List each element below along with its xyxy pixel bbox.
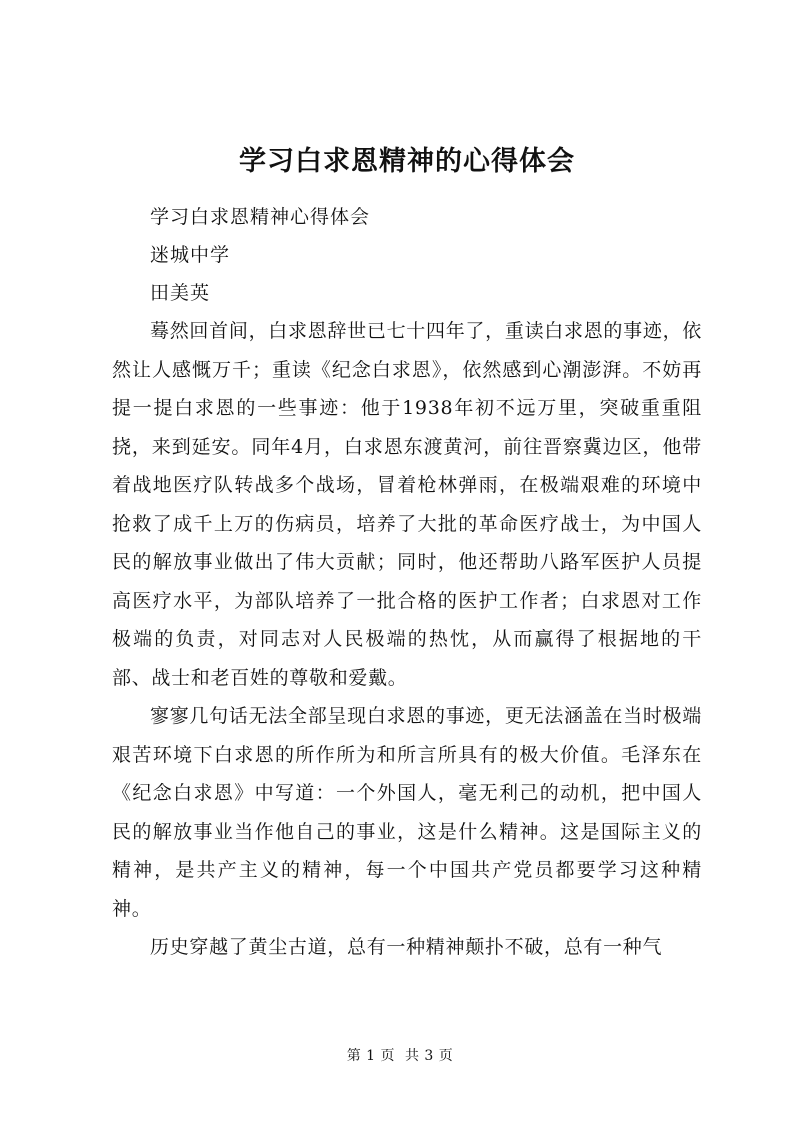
page-number-footer: 第 1 页 共 3 页 <box>346 1048 454 1064</box>
body-paragraph-3: 历史穿越了黄尘古道，总有一种精神颠扑不破，总有一种气 <box>150 936 663 958</box>
document-title: 学习白求恩精神的心得体会 <box>239 146 575 177</box>
subtitle-line: 学习白求恩精神心得体会 <box>150 206 371 228</box>
author-name: 田美英 <box>150 282 211 304</box>
school-name: 迷城中学 <box>150 244 231 266</box>
body-paragraph-2: 寥寥几句话无法全部呈现白求恩的事迹，更无法涵盖在当时极端艰苦环境下白求恩的所作所为和所言所具有的极大价值。毛泽东在《纪念白求恩》中写道：一个外国人，毫无利己的动机，把中国人民的解放事业当作他自己的事业，这是什么精神。这是国际主义的精神，是共产主义的精神，每一个中国共产党员都要学习这种精神。 <box>112 705 702 920</box>
body-paragraph-1: 蓦然回首间，白求恩辞世已七十四年了，重读白求恩的事迹，依然让人感慨万千；重读《纪念白求恩》，依然感到心潮澎湃。不妨再提一提白求恩的一些事迹：他于1938年初不远万里，突破重重阻挠，来到延安。同年4月，白求恩东渡黄河，前往晋察冀边区，他带着战地医疗队转战多个战场，冒着枪林弹雨，在极端艰难的环境中抢救了成千上万的伤病员，培养了大批的革命医疗战士，为中国人民的解放事业做出了伟大贡献；同时，他还帮助八路军医护人员提高医疗水平，为部队培养了一批合格的医护工作者；白求恩对工作极端的负责，对同志对人民极端的热忱，从而赢得了根据地的干部、战士和老百姓的尊敬和爱戴。 <box>112 320 702 689</box>
